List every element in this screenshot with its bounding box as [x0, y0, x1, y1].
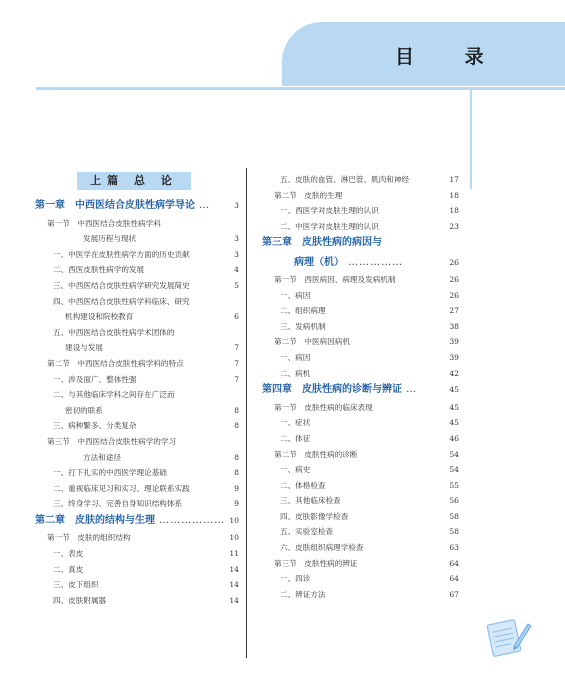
toc-entry-text	[262, 234, 382, 253]
toc-entry-text	[280, 462, 310, 478]
toc-leader-dots: …	[402, 384, 418, 396]
toc-page-number: 23	[449, 221, 459, 231]
toc-entry-label: 三、病种繁多、分类复杂	[53, 421, 137, 431]
toc-page-number: 56	[449, 496, 459, 506]
toc-entry-item	[262, 493, 459, 509]
toc-entry-text	[280, 571, 310, 587]
toc-entry-text	[53, 546, 83, 562]
toc-entry-item	[262, 219, 459, 235]
toc-entry-text	[53, 294, 190, 310]
toc-entry-section	[262, 447, 459, 463]
toc-page-number: 10	[229, 533, 239, 543]
toc-entry-label: 五、中西医结合皮肤性病学术团体的	[53, 327, 175, 337]
toc-entry-item	[35, 325, 239, 341]
toc-entry-item	[35, 418, 239, 434]
toc-page-number: 18	[449, 206, 459, 216]
column-divider	[246, 168, 247, 658]
toc-page-number: 9	[234, 499, 239, 509]
toc-entry-text	[280, 509, 348, 525]
toc-page-number: 17	[449, 175, 459, 184]
toc-entry-label: 病理（机）	[294, 256, 344, 268]
toc-entry-text	[280, 415, 310, 431]
toc-page-number: 8	[234, 452, 239, 462]
toc-page-number: 8	[234, 468, 239, 478]
toc-entry-item	[262, 462, 459, 478]
toc-entry-label: 第三章 皮肤性病的病因与	[262, 237, 382, 249]
toc-entry-label: 第二节 皮肤性病的诊断	[274, 449, 358, 459]
toc-left-column	[35, 172, 239, 608]
toc-entry-chapter	[262, 381, 459, 400]
toc-entry-label: 发展历程与现状	[83, 234, 137, 244]
toc-entry-text	[83, 231, 136, 247]
toc-entry-label: 机构建设和院校教育	[65, 312, 134, 322]
toc-entry-label: 第一节 中西医结合皮肤性病学科	[47, 218, 161, 228]
toc-entry-text	[53, 593, 106, 609]
toc-entry-label: 第二章 皮肤的结构与生理	[35, 514, 155, 526]
toc-entry-item	[262, 524, 459, 540]
toc-entry-item	[262, 509, 459, 525]
toc-entry-label: 第三节 皮肤性病的辨证	[274, 558, 358, 568]
toc-entry-section-cont	[35, 450, 239, 466]
toc-entry-label: 三、中西医结合皮肤性病学研究发展简史	[53, 280, 190, 290]
toc-entry-item	[262, 540, 459, 556]
toc-entry-label: 一、症状	[280, 418, 311, 428]
toc-entry-label: 一、涉及面广、整体性强	[53, 374, 137, 384]
toc-leader-dots: …	[195, 200, 211, 211]
toc-entry-label: 二、病机	[280, 368, 311, 378]
toc-page-number: 8	[234, 405, 239, 415]
toc-entry-section	[35, 216, 239, 232]
toc-page-number: 55	[449, 480, 459, 490]
toc-entry-text	[280, 431, 310, 447]
toc-entry-label: 第三节 中西医结合皮肤性病学的学习	[47, 436, 177, 446]
toc-entry-text	[280, 203, 379, 219]
toc-entry-label: 一、病因	[280, 290, 311, 300]
toc-page-number: 8	[234, 421, 239, 431]
toc-page-number: 7	[234, 374, 239, 384]
toc-leader-dots: ……………	[344, 256, 404, 268]
toc-entry-text	[35, 512, 225, 531]
toc-entry-label: 第一节 皮肤性病的临床表现	[274, 402, 373, 412]
toc-page-number: 10	[229, 515, 239, 525]
toc-entry-label: 建设与发展	[65, 343, 103, 353]
toc-entry-label: 三、其他临床检查	[280, 496, 341, 506]
toc-leader-dots: ………………	[155, 514, 226, 526]
toc-entry-text	[65, 340, 103, 356]
toc-entry-label: 二、中医学对皮肤生理的认识	[280, 221, 379, 231]
toc-entry-label: 五、皮肤的血管、淋巴管、肌肉和神经	[280, 175, 410, 184]
toc-entry-text	[53, 418, 137, 434]
toc-page-number: 27	[449, 306, 459, 316]
toc-entry-item	[262, 571, 459, 587]
toc-entry-item	[35, 593, 239, 609]
toc-entry-text	[294, 253, 403, 272]
toc-page-number: 63	[449, 543, 459, 553]
toc-entry-item	[35, 372, 239, 388]
toc-entry-label: 二、辨证方法	[280, 589, 326, 599]
toc-entry-item	[35, 562, 239, 578]
toc-page-number: 42	[449, 368, 459, 378]
toc-entry-label: 二、与其他临床学科之间存在广泛而	[53, 390, 175, 400]
toc-entry-label: 三、发病机制	[280, 321, 326, 331]
toc-page-number: 54	[449, 449, 459, 459]
toc-entry-item-cont	[35, 340, 239, 356]
toc-entry-item	[262, 288, 459, 304]
toc-entry-label: 二、西医皮肤性病学的发展	[53, 265, 145, 275]
toc-page-number: 67	[449, 589, 459, 599]
toc-entry-text	[280, 493, 341, 509]
toc-entry-label: 一、打下扎实的中西医学理论基础	[53, 468, 167, 478]
toc-page-number: 64	[449, 558, 459, 568]
toc-entry-text	[274, 400, 373, 416]
toc-entry-label: 二、体格检查	[280, 480, 326, 490]
toc-entry-text	[280, 219, 379, 235]
toc-page-number: 26	[449, 257, 459, 267]
toc-entry-text	[53, 372, 137, 388]
toc-entry-section	[35, 530, 239, 546]
toc-entry-text	[53, 562, 83, 578]
toc-page-number: 6	[234, 312, 239, 322]
toc-entry-item	[262, 587, 459, 603]
toc-entry-label: 第一章 中西医结合皮肤性病学导论	[35, 200, 195, 211]
page-title: 目 录	[395, 46, 506, 68]
toc-entry-text	[65, 403, 103, 419]
toc-page-number: 4	[234, 265, 239, 275]
toc-entry-item	[35, 262, 239, 278]
toc-page-number: 26	[449, 290, 459, 300]
toc-page-number: 3	[234, 201, 239, 210]
toc-entry-label: 第一节 西医病因、病理及发病机制	[274, 274, 396, 284]
part-title: 上篇 总 论	[77, 172, 191, 190]
toc-entry-section	[262, 400, 459, 416]
toc-entry-label: 二、组织病理	[280, 306, 326, 316]
toc-page-number: 46	[449, 433, 459, 443]
toc-entry-item	[35, 496, 239, 512]
toc-entry-section-cont	[35, 231, 239, 247]
toc-entry-label: 一、病史	[280, 465, 311, 475]
toc-entry-text	[53, 278, 190, 294]
toc-entry-label: 一、四诊	[280, 574, 311, 584]
toc-entry-label: 一、西医学对皮肤生理的认识	[280, 206, 379, 216]
toc-entry-text	[274, 447, 358, 463]
toc-entry-label: 二、重视临床见习和实习、理论联系实践	[53, 483, 190, 493]
toc-page-number: 45	[449, 385, 459, 395]
toc-page-number: 3	[234, 249, 239, 259]
toc-entry-item	[262, 366, 459, 382]
toc-page-number: 45	[449, 418, 459, 428]
toc-entry-section	[262, 334, 459, 350]
toc-entry-section	[35, 356, 239, 372]
toc-entry-label: 第二节 中西医结合皮肤性病学科的特点	[47, 358, 184, 368]
toc-page-number: 45	[449, 402, 459, 412]
toc-entry-label: 一、病因	[280, 352, 311, 362]
toc-entry-chapter	[35, 197, 239, 216]
toc-entry-text	[35, 197, 210, 216]
toc-entry-item	[262, 319, 459, 335]
toc-entry-text	[280, 319, 326, 335]
toc-entry-section	[262, 272, 459, 288]
toc-entry-label: 密切的联系	[65, 405, 103, 415]
toc-entry-text	[53, 496, 182, 512]
toc-page-number: 14	[229, 580, 239, 590]
toc-entry-label: 第四章 皮肤性病的诊断与辨证	[262, 384, 402, 396]
toc-entry-text	[274, 188, 342, 204]
toc-entry-item	[35, 278, 239, 294]
toc-entry-item	[262, 431, 459, 447]
toc-page-number: 58	[449, 511, 459, 521]
toc-entry-item	[35, 481, 239, 497]
toc-page-number: 26	[449, 274, 459, 284]
toc-page-number: 7	[234, 343, 239, 353]
toc-page-number: 38	[449, 321, 459, 331]
toc-page-number: 9	[234, 483, 239, 493]
toc-entry-text	[47, 434, 176, 450]
toc-entry-label: 第一节 皮肤的组织结构	[47, 533, 131, 543]
toc-entry-item	[262, 478, 459, 494]
toc-entry-text	[53, 325, 175, 341]
toc-entry-text	[280, 366, 310, 382]
toc-entry-section	[262, 556, 459, 572]
toc-entry-text	[47, 356, 184, 372]
toc-entry-text	[280, 587, 326, 603]
toc-entry-label: 三、皮下组织	[53, 580, 99, 590]
toc-entry-item	[35, 294, 239, 310]
toc-entry-item-cont	[35, 403, 239, 419]
toc-entry-label: 四、中西医结合皮肤性病学科临床、研究	[53, 296, 190, 306]
toc-entry-item	[262, 203, 459, 219]
toc-entry-chapter-cont	[262, 253, 459, 272]
toc-entry-chapter	[262, 234, 459, 253]
toc-page-number: 11	[229, 549, 239, 559]
toc-page-number: 7	[234, 358, 239, 368]
toc-page-number: 39	[449, 352, 459, 362]
toc-page-number: 64	[449, 574, 459, 584]
toc-entry-text	[53, 262, 144, 278]
toc-entry-item	[35, 577, 239, 593]
toc-entry-item	[262, 172, 459, 188]
toc-entry-text	[280, 350, 310, 366]
notepad-pen-icon	[486, 612, 532, 658]
toc-entry-text	[53, 577, 99, 593]
toc-entry-text	[280, 288, 310, 304]
toc-entry-text	[280, 303, 326, 319]
toc-entry-chapter	[35, 512, 239, 531]
toc-entry-label: 六、皮肤组织病理学检查	[280, 543, 364, 553]
toc-entry-text	[47, 216, 161, 232]
toc-entry-item	[262, 350, 459, 366]
toc-entry-label: 四、皮肤影像学检查	[280, 511, 349, 521]
toc-entry-text	[280, 524, 333, 540]
toc-page-number: 14	[229, 564, 239, 574]
toc-entry-label: 一、表皮	[53, 549, 84, 559]
toc-entry-text	[274, 272, 396, 288]
toc-page-number: 18	[449, 190, 459, 200]
toc-entry-item	[35, 465, 239, 481]
toc-entry-item	[35, 387, 239, 403]
toc-entry-section	[262, 188, 459, 204]
toc-entry-text	[280, 478, 326, 494]
toc-entry-section	[35, 434, 239, 450]
toc-page-number: 3	[234, 234, 239, 244]
toc-entry-item	[262, 415, 459, 431]
toc-right-list	[262, 172, 459, 602]
toc-page-number: 58	[449, 527, 459, 537]
toc-entry-text	[280, 540, 364, 556]
toc-entry-label: 五、实验室检查	[280, 527, 334, 537]
toc-entry-item	[262, 303, 459, 319]
toc-entry-label: 第二节 皮肤的生理	[274, 190, 343, 200]
toc-entry-text	[274, 334, 350, 350]
toc-entry-label: 一、中医学在皮肤性病学方面的历史贡献	[53, 249, 190, 259]
toc-page-number: 39	[449, 337, 459, 347]
toc-entry-text	[53, 387, 175, 403]
toc-entry-item	[35, 247, 239, 263]
toc-left-list	[35, 197, 239, 608]
toc-entry-label: 二、真皮	[53, 564, 84, 574]
header-rule	[36, 87, 565, 90]
toc-page-number: 14	[229, 595, 239, 605]
toc-entry-text	[47, 530, 131, 546]
toc-page-number: 5	[234, 280, 239, 290]
toc-entry-text	[262, 381, 417, 400]
toc-entry-item	[35, 546, 239, 562]
toc-entry-label: 第二节 中医病因病机	[274, 337, 350, 347]
toc-entry-text	[53, 481, 190, 497]
toc-entry-text	[274, 556, 358, 572]
toc-page-number: 54	[449, 465, 459, 475]
toc-entry-item-cont	[35, 309, 239, 325]
toc-entry-label: 四、皮肤附属器	[53, 595, 107, 605]
toc-entry-text	[53, 465, 167, 481]
toc-entry-label: 方法和途径	[83, 452, 121, 462]
toc-entry-text	[83, 450, 121, 466]
toc-entry-text	[65, 309, 133, 325]
toc-entry-text	[53, 247, 190, 263]
header-rule-vertical	[470, 89, 472, 189]
toc-entry-text	[280, 172, 409, 188]
toc-entry-label: 三、终身学习、完善自身知识结构体系	[53, 499, 183, 509]
toc-right-column	[262, 172, 459, 602]
toc-entry-label: 二、体征	[280, 433, 311, 443]
